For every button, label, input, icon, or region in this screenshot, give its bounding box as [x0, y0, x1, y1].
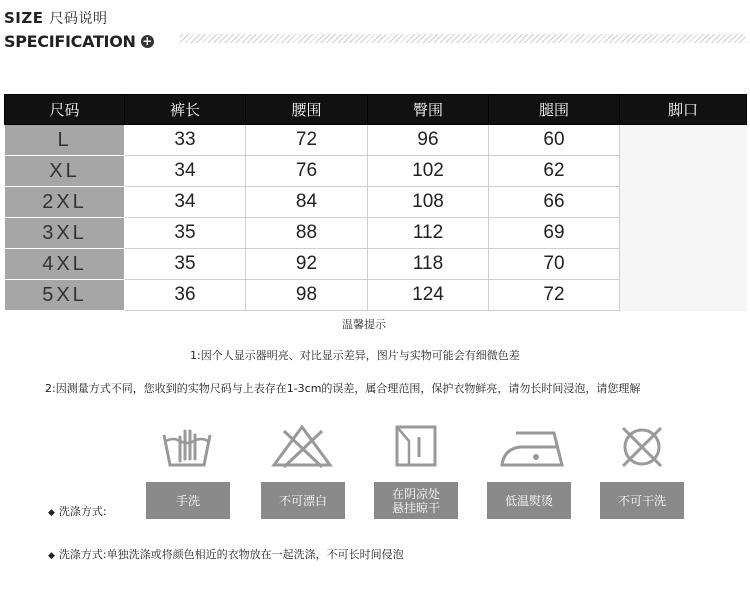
specification-title: [4, 30, 154, 52]
hip-cell: 118: [368, 249, 489, 280]
length-cell: 35: [125, 218, 246, 249]
low-iron-icon: [498, 423, 570, 469]
size-cell: 4XL: [5, 249, 125, 280]
size-cell: L: [5, 125, 125, 156]
care-shade-dry-button: 在阴凉处 悬挂晾干: [374, 482, 458, 519]
wash-method-label: [48, 503, 107, 519]
tips-note-1: 1:因个人显示器明亮、对比显示差异，图片与实物可能会有细微色差: [190, 349, 520, 362]
header-size: 尺码: [5, 95, 125, 125]
table-row: [5, 125, 747, 156]
hip-cell: 102: [368, 156, 489, 187]
care-no-dry-clean-button: 不可干洗: [600, 482, 684, 519]
waist-cell: 84: [246, 187, 368, 218]
hem-cell: [620, 280, 747, 311]
hem-cell: [620, 156, 747, 187]
size-title: [4, 8, 154, 30]
thigh-cell: 66: [489, 187, 620, 218]
length-cell: 34: [125, 187, 246, 218]
waist-cell: 76: [246, 156, 368, 187]
waist-cell: 98: [246, 280, 368, 311]
size-cn-title: 尺码说明: [49, 11, 108, 27]
hem-cell: [620, 218, 747, 249]
thigh-cell: 69: [489, 218, 620, 249]
thigh-cell: 70: [489, 249, 620, 280]
table-row: [5, 187, 747, 218]
header-length: 裤长: [125, 95, 246, 125]
hem-cell: [620, 187, 747, 218]
length-cell: 36: [125, 280, 246, 311]
size-cell: XL: [5, 156, 125, 187]
care-low-iron-button: 低温熨烫: [487, 482, 571, 519]
hip-cell: 124: [368, 280, 489, 311]
header-thigh: 腿围: [489, 95, 620, 125]
size-table: [4, 94, 747, 311]
diamond-bullet-icon: ◆: [48, 508, 55, 518]
hip-cell: 108: [368, 187, 489, 218]
specification-word: SPECIFICATION: [4, 31, 136, 51]
care-hand-wash-button: 手洗: [146, 482, 230, 519]
size-cell: 2XL: [5, 187, 125, 218]
page-header: [4, 8, 154, 52]
length-cell: 33: [125, 125, 246, 156]
header-hip: 臀围: [368, 95, 489, 125]
thigh-cell: 62: [489, 156, 620, 187]
table-row: [5, 156, 747, 187]
header-waist: 腰围: [246, 95, 368, 125]
waist-cell: 72: [246, 125, 368, 156]
header-hem: 脚口: [620, 95, 747, 125]
hip-cell: 112: [368, 218, 489, 249]
size-cell: 5XL: [5, 280, 125, 311]
length-cell: 34: [125, 156, 246, 187]
hand-wash-icon: [160, 423, 214, 469]
no-bleach-icon: [270, 423, 334, 469]
care-no-bleach-button: 不可漂白: [261, 482, 345, 519]
thigh-cell: 60: [489, 125, 620, 156]
tips-note-2: 2:因测量方式不同，您收到的实物尺码与上表存在1-3cm的误差，属合理范围，保护衣物鲜亮，请勿长时间浸泡，请您理解: [45, 382, 641, 395]
shade-dry-icon: [393, 423, 439, 469]
hip-cell: 96: [368, 125, 489, 156]
size-word: SIZE: [4, 9, 44, 27]
table-row: [5, 218, 747, 249]
hem-cell: [620, 249, 747, 280]
length-cell: 35: [125, 249, 246, 280]
size-cell: 3XL: [5, 218, 125, 249]
thigh-cell: 72: [489, 280, 620, 311]
hem-cell: [620, 125, 747, 156]
waist-cell: 92: [246, 249, 368, 280]
tips-title: 温馨提示: [342, 318, 386, 331]
diamond-bullet-icon: ◆: [48, 551, 55, 561]
table-row: [5, 280, 747, 311]
wash-instruction-note: [48, 546, 404, 562]
header-hatch-divider: [180, 34, 746, 43]
table-header-row: [5, 95, 747, 125]
no-dry-clean-icon: [617, 423, 667, 473]
table-row: [5, 249, 747, 280]
waist-cell: 88: [246, 218, 368, 249]
plus-circle-icon: +: [142, 33, 152, 48]
wash-instruction-text: 洗涤方式:单独洗涤或将颜色相近的衣物放在一起洗涤，不可长时间侵泡: [58, 548, 404, 561]
wash-method-text: 洗涤方式:: [58, 505, 107, 518]
